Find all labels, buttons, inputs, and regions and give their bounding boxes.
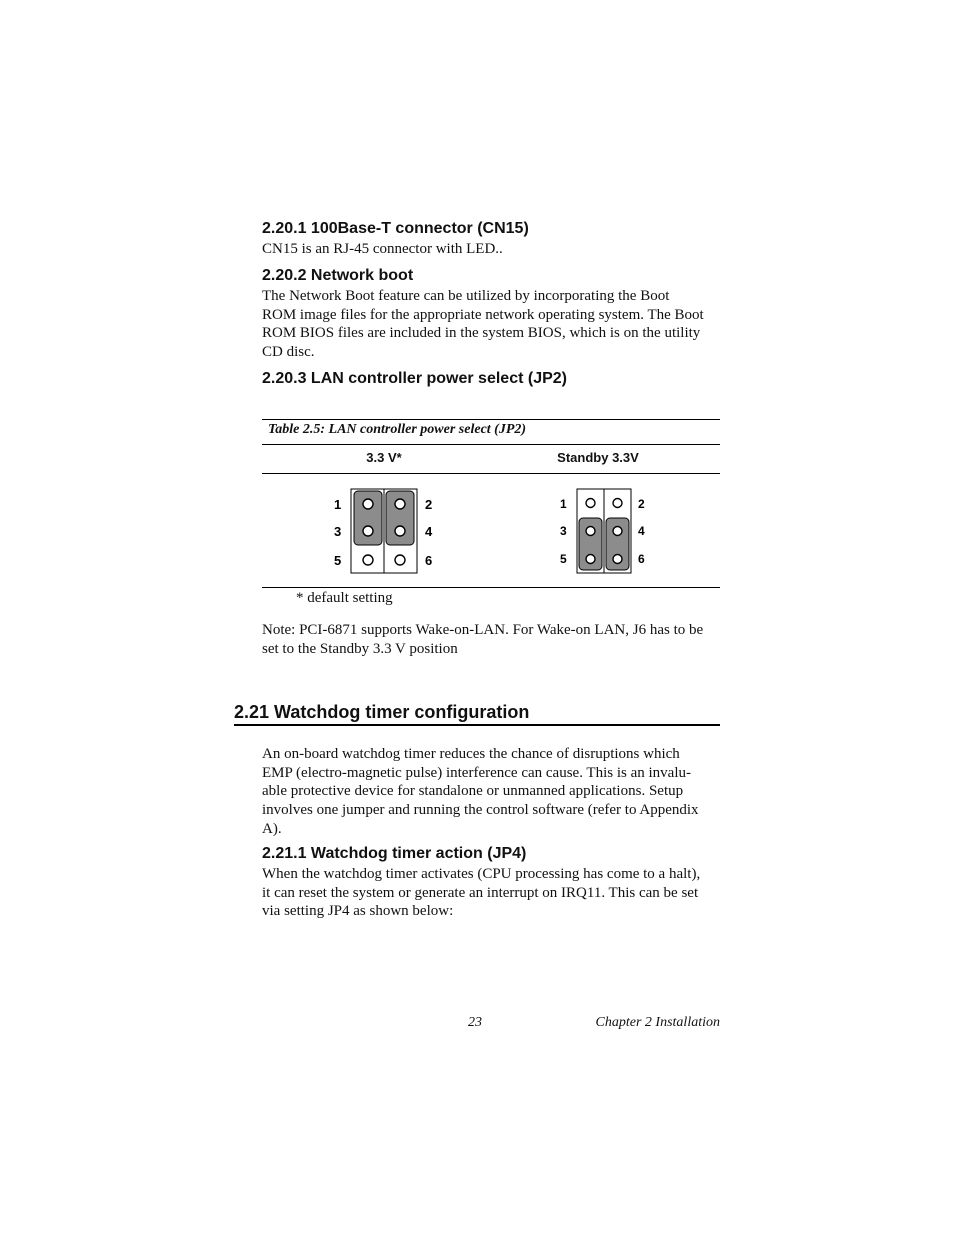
text-line: it can reset the system or generate an interrupt on IRQ11. This can be set (262, 884, 699, 901)
section-heading-network-boot: 2.20.2 Network boot (262, 267, 414, 284)
section-heading-watchdog: 2.21 Watchdog timer configuration (234, 702, 530, 722)
table-bottom-rule (262, 587, 720, 588)
text-line: CN15 is an RJ-45 connector with LED.. (262, 241, 503, 257)
text-line: Note: PCI-6871 supports Wake-on-LAN. For Wake-on LAN, J6 has to be (262, 622, 704, 638)
pin-label-1: 1 (334, 497, 342, 512)
pin-5 (586, 555, 595, 564)
section-rule (234, 724, 720, 726)
note-paragraph (262, 621, 722, 658)
text-line: A). (262, 820, 282, 837)
table-header-rule (262, 473, 720, 474)
page-number: 23 (468, 1015, 482, 1030)
pin-6 (613, 555, 622, 564)
pin-3 (586, 527, 595, 536)
pin-2 (395, 499, 405, 509)
paragraph-watchdog-action (262, 865, 722, 921)
text-line: ROM BIOS files are included in the system BIOS, which is on the utility (262, 325, 701, 342)
paragraph-cn15 (262, 240, 722, 259)
jumper-diagram-standby (550, 484, 660, 580)
chapter-footer: Chapter 2 Installation (595, 1015, 720, 1030)
section-heading-cn15: 2.20.1 100Base-T connector (CN15) (262, 220, 529, 237)
pin-label-6: 6 (425, 553, 433, 568)
pin-label-5: 5 (334, 553, 342, 568)
pin-label-2: 2 (425, 497, 433, 512)
text-line: via setting JP4 as shown below: (262, 903, 454, 920)
pin-4 (395, 526, 405, 536)
column-header-3v3: 3.3 V* (366, 450, 402, 465)
pin-4 (613, 527, 622, 536)
pin-label-6: 6 (638, 552, 645, 566)
pin-label-1: 1 (560, 497, 567, 511)
text-line: CD disc. (262, 344, 315, 361)
pin-5 (363, 555, 373, 565)
text-line: The Network Boot feature can be utilized by incorporating the Boot (262, 288, 670, 304)
text-line: ROM image files for the appropriate network operating system. The Boot (262, 306, 704, 323)
pin-label-5: 5 (560, 552, 567, 566)
pin-2 (613, 499, 622, 508)
section-heading-lan-power: 2.20.3 LAN controller power select (JP2) (262, 370, 567, 387)
pin-6 (395, 555, 405, 565)
pin-label-2: 2 (638, 497, 645, 511)
pin-3 (363, 526, 373, 536)
pin-1 (586, 499, 595, 508)
column-header-standby: Standby 3.3V (557, 450, 639, 465)
pin-label-4: 4 (425, 524, 433, 539)
text-line: When the watchdog timer activates (CPU processing has come to a halt), (262, 866, 701, 882)
paragraph-network-boot (262, 287, 722, 362)
section-heading-watchdog-action: 2.21.1 Watchdog timer action (JP4) (262, 845, 527, 862)
table-top-rule (262, 419, 720, 420)
table-caption-rule (262, 444, 720, 445)
paragraph-watchdog (262, 745, 722, 839)
pin-label-3: 3 (560, 524, 567, 538)
text-line: EMP (electro-magnetic pulse) interference can cause. This is an invalu- (262, 764, 691, 781)
table-footnote: * default setting (296, 590, 393, 606)
pin-label-4: 4 (638, 524, 645, 538)
jumper-diagram-3v3 (320, 484, 450, 580)
pin-1 (363, 499, 373, 509)
text-line: An on-board watchdog timer reduces the chance of disruptions which (262, 746, 680, 762)
text-line: able protective device for standalone or unmanned applications. Setup (262, 783, 684, 800)
table-caption: Table 2.5: LAN controller power select (JP2) (268, 422, 527, 437)
text-line: involves one jumper and running the control software (refer to Appendix (262, 802, 699, 819)
pin-label-3: 3 (334, 524, 342, 539)
text-line: set to the Standby 3.3 V position (262, 640, 458, 657)
